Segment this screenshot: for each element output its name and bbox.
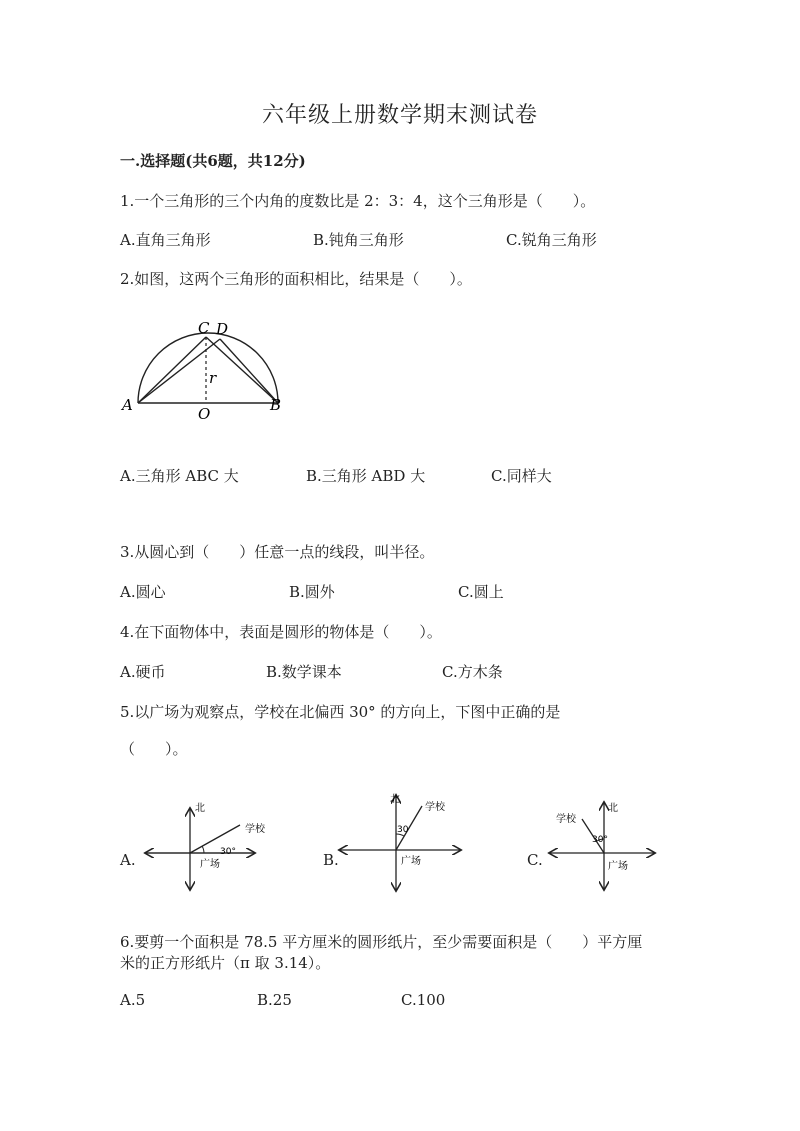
direction-diagram-b — [338, 790, 468, 895]
question-2-option-c: C.同样大 — [491, 467, 552, 485]
question-3-option-a: A.圆心 — [120, 583, 166, 601]
direction-diagram-c — [548, 797, 658, 895]
question-5-option-a: A. — [120, 851, 136, 869]
diagram-a-angle-label: 30° — [220, 847, 236, 857]
figure-label-o: O — [198, 405, 211, 423]
question-2-option-a: A.三角形 ABC 大 — [120, 467, 239, 485]
figure-label-a: A — [122, 396, 133, 414]
diagram-c-square-label: 广场 — [608, 861, 628, 872]
diagram-c-school-label: 学校 — [556, 814, 576, 825]
page-title: 六年级上册数学期末测试卷 — [261, 103, 538, 128]
question-2-option-b: B.三角形 ABD 大 — [306, 467, 426, 485]
section-heading: 一.选择题(共6题，共12分) — [120, 152, 306, 170]
question-6-option-c: C.100 — [401, 991, 446, 1009]
diagram-c-angle-label: 30° — [592, 835, 608, 845]
semicircle-triangle-figure — [110, 315, 290, 425]
diagram-a-north-label: 北 — [195, 803, 205, 814]
question-1-option-b: B.钝角三角形 — [313, 231, 404, 249]
question-5-text-line2: （ ）。 — [120, 740, 188, 758]
question-2-text: 2.如图，这两个三角形的面积相比，结果是（ ）。 — [120, 270, 472, 288]
question-1-option-c: C.锐角三角形 — [506, 231, 597, 249]
diagram-b-square-label: 广场 — [401, 856, 421, 867]
question-1-option-a: A.直角三角形 — [120, 231, 211, 249]
question-4-option-a: A.硬币 — [120, 663, 166, 681]
question-6-text-line1: 6.要剪一个面积是 78.5 平方厘米的圆形纸片，至少需要面积是（ ）平方厘 — [120, 933, 643, 951]
figure-label-d: D — [216, 320, 229, 338]
figure-label-r: r — [209, 369, 217, 387]
question-6-option-a: A.5 — [120, 991, 146, 1009]
question-5-text-line1: 5.以广场为观察点，学校在北偏西 30° 的方向上，下图中正确的是 — [120, 703, 561, 721]
figure-label-c: C — [198, 319, 210, 337]
question-6-option-b: B.25 — [257, 991, 292, 1009]
figure-label-b: B — [270, 396, 282, 414]
question-3-text: 3.从圆心到（ ）任意一点的线段，叫半径。 — [120, 543, 435, 561]
question-6-text-line2: 米的正方形纸片（π 取 3.14）。 — [120, 954, 331, 972]
diagram-b-school-label: 学校 — [425, 802, 445, 813]
question-4-option-b: B.数学课本 — [266, 663, 342, 681]
diagram-c-north-label: 北 — [608, 803, 618, 814]
diagram-a-square-label: 广场 — [200, 859, 220, 870]
question-3-option-c: C.圆上 — [458, 583, 504, 601]
diagram-a-school-label: 学校 — [245, 824, 265, 835]
question-3-option-b: B.圆外 — [289, 583, 335, 601]
question-5-option-b: B. — [323, 851, 339, 869]
diagram-b-north-label: 北 — [390, 794, 400, 805]
question-1-text: 1.一个三角形的三个内角的度数比是 2：3：4，这个三角形是（ ）。 — [120, 192, 596, 210]
question-4-text: 4.在下面物体中，表面是圆形的物体是（ ）。 — [120, 623, 442, 641]
direction-diagram-a — [142, 795, 282, 895]
question-5-option-c: C. — [527, 851, 543, 869]
question-4-option-c: C.方木条 — [442, 663, 503, 681]
diagram-b-angle-label: 30 — [397, 825, 409, 835]
